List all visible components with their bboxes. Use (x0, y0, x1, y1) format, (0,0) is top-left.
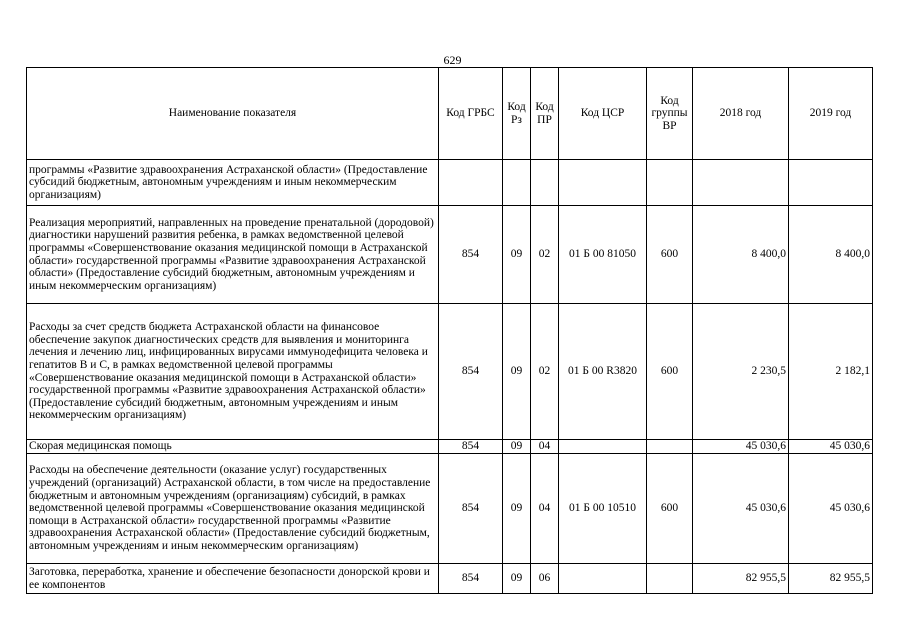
page-number: 629 (443, 53, 462, 67)
col-header-pr: Код ПР (531, 68, 559, 160)
row-rz: 09 (503, 440, 531, 454)
row-csr (559, 440, 647, 454)
row-rz: 09 (503, 206, 531, 304)
row-csr: 01 Б 00 R3820 (559, 304, 647, 440)
header-row (27, 68, 873, 160)
row-csr (559, 564, 647, 594)
row-vr: 600 (647, 206, 693, 304)
row-name: Расходы на обеспечение деятельности (оказание услуг) государственных учреждений (организаций) Астраханской области, в том числе на предоставление бюджетным и автономным учреждениям (организациям) субсидий, в рамках ведомственной целевой программы «Совершенствование оказания медицинской помощи в Астраханской области» государственной программы «Развитие здравоохранения Астраханской области» (Предоставление субсидий бюджетным, автономным учреждениям и иным некоммерческим организациям) (27, 454, 439, 564)
row-2019: 45 030,6 (789, 440, 873, 454)
row-2019: 8 400,0 (789, 206, 873, 304)
row-2018: 45 030,6 (693, 440, 789, 454)
row-pr: 04 (531, 454, 559, 564)
col-header-rz: Код Рз (503, 68, 531, 160)
row-name: программы «Развитие здравоохранения Астраханской области» (Предоставление субсидий бюджетным, автономным учреждениям и иным некоммерческим организациям) (27, 160, 439, 206)
row-rz (503, 160, 531, 206)
row-pr: 02 (531, 304, 559, 440)
row-grbs: 854 (439, 564, 503, 594)
table-row (27, 206, 873, 304)
table-row (27, 440, 873, 454)
row-grbs: 854 (439, 206, 503, 304)
table-row (27, 564, 873, 594)
col-header-vr: Код группы ВР (647, 68, 693, 160)
row-grbs (439, 160, 503, 206)
row-vr: 600 (647, 454, 693, 564)
row-2019: 2 182,1 (789, 304, 873, 440)
row-pr (531, 160, 559, 206)
row-name: Расходы за счет средств бюджета Астраханской области на финансовое обеспечение закупок диагностических средств для выявления и мониторинга лечения и лечению лиц, инфицированных вирусами иммунодефицита человека и гепатитов В и С, в рамках ведомственной целевой программы «Совершенствование оказания медицинской помощи в Астраханской области» государственной программы «Развитие здравоохранения Астраханской области» (Предоставление субсидий бюджетным, автономным учреждениям и иным некоммерческим организациям) (27, 304, 439, 440)
row-name: Скорая медицинская помощь (27, 440, 439, 454)
row-csr: 01 Б 00 81050 (559, 206, 647, 304)
table-row (27, 160, 873, 206)
row-vr (647, 564, 693, 594)
row-name: Заготовка, переработка, хранение и обеспечение безопасности донорской крови и ее компонентов (27, 564, 439, 594)
row-2018 (693, 160, 789, 206)
row-grbs: 854 (439, 440, 503, 454)
table-row (27, 454, 873, 564)
row-rz: 09 (503, 564, 531, 594)
table-row (27, 304, 873, 440)
row-csr (559, 160, 647, 206)
row-vr (647, 160, 693, 206)
budget-table (26, 67, 873, 594)
row-2018: 82 955,5 (693, 564, 789, 594)
row-2019: 82 955,5 (789, 564, 873, 594)
col-header-grbs: Код ГРБС (439, 68, 503, 160)
row-grbs: 854 (439, 304, 503, 440)
row-2018: 2 230,5 (693, 304, 789, 440)
row-vr (647, 440, 693, 454)
row-pr: 06 (531, 564, 559, 594)
col-header-2018: 2018 год (693, 68, 789, 160)
row-grbs: 854 (439, 454, 503, 564)
row-2019: 45 030,6 (789, 454, 873, 564)
row-2018: 8 400,0 (693, 206, 789, 304)
row-rz: 09 (503, 454, 531, 564)
row-csr: 01 Б 00 10510 (559, 454, 647, 564)
row-pr: 04 (531, 440, 559, 454)
row-vr: 600 (647, 304, 693, 440)
col-header-name: Наименование показателя (27, 68, 439, 160)
col-header-2019: 2019 год (789, 68, 873, 160)
row-name: Реализация мероприятий, направленных на проведение пренатальной (дородовой) диагностики нарушений развития ребенка, в рамках ведомственной целевой программы «Совершенствование оказания медицинской помощи в Астраханской области» государственной программы «Развитие здравоохранения Астраханской области» (Предоставление субсидий бюджетным, автономным учреждениям и иным некоммерческим организациям) (27, 206, 439, 304)
col-header-csr: Код ЦСР (559, 68, 647, 160)
row-2018: 45 030,6 (693, 454, 789, 564)
row-rz: 09 (503, 304, 531, 440)
row-2019 (789, 160, 873, 206)
row-pr: 02 (531, 206, 559, 304)
